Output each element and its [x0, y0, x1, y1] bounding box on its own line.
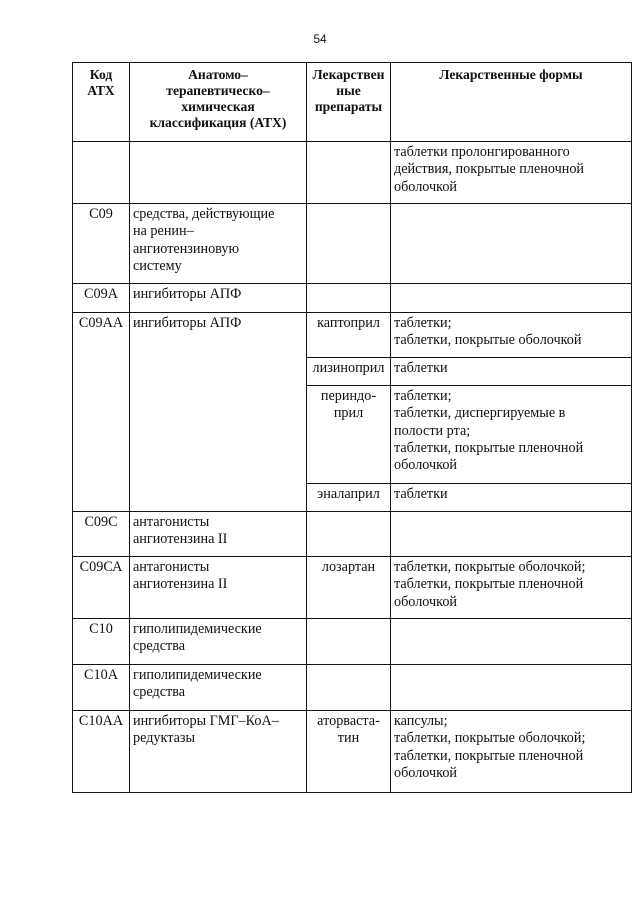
classification-cell: ингибиторы АПФ [130, 284, 307, 313]
drug-cell [307, 284, 391, 313]
drug-cell [307, 142, 391, 204]
forms-cell: таблетки; таблетки, покрытые оболочкой [391, 313, 632, 358]
classification-cell: ингибиторы ГМГ–КоА– редуктазы [130, 711, 307, 793]
table-row [73, 711, 632, 793]
table-row [73, 313, 632, 358]
classification-cell: гиполипидемические средства [130, 665, 307, 711]
forms-cell [391, 619, 632, 665]
table-row [73, 665, 632, 711]
forms-cell: капсулы; таблетки, покрытые оболочкой; таблетки, покрытые пленочной оболочкой [391, 711, 632, 793]
classification-cell: антагонисты ангиотензина II [130, 512, 307, 557]
forms-cell [391, 665, 632, 711]
forms-cell [391, 284, 632, 313]
code-cell: С10А [73, 665, 130, 711]
code-cell: С09СА [73, 557, 130, 619]
code-cell: С10 [73, 619, 130, 665]
drug-cell: каптоприл [307, 313, 391, 358]
classification-cell: средства, действующие на ренин– ангиотензиновую систему [130, 204, 307, 284]
drug-cell [307, 204, 391, 284]
code-cell [73, 142, 130, 204]
drug-cell [307, 665, 391, 711]
code-cell: С10АА [73, 711, 130, 793]
header-code: Код АТХ [73, 63, 130, 142]
atx-drug-table [72, 62, 632, 793]
forms-cell [391, 204, 632, 284]
classification-cell [130, 142, 307, 204]
header-classification: Анатомо– терапевтическо– химическая классификация (АТХ) [130, 63, 307, 142]
forms-cell: таблетки, покрытые оболочкой; таблетки, покрытые пленочной оболочкой [391, 557, 632, 619]
drug-cell: лозартан [307, 557, 391, 619]
drug-cell: аторваста- тин [307, 711, 391, 793]
classification-cell: ингибиторы АПФ [130, 313, 307, 512]
header-forms: Лекарственные формы [391, 63, 632, 142]
table-row [73, 619, 632, 665]
table-row [73, 284, 632, 313]
code-cell: С09А [73, 284, 130, 313]
table-row [73, 142, 632, 204]
table-row [73, 557, 632, 619]
classification-cell: гиполипидемические средства [130, 619, 307, 665]
forms-cell: таблетки [391, 484, 632, 512]
table-header-row [73, 63, 632, 142]
code-cell: С09С [73, 512, 130, 557]
forms-cell [391, 512, 632, 557]
code-cell: С09 [73, 204, 130, 284]
drug-cell: эналаприл [307, 484, 391, 512]
table-row [73, 512, 632, 557]
classification-cell: антагонисты ангиотензина II [130, 557, 307, 619]
table-row [73, 204, 632, 284]
code-cell: С09АА [73, 313, 130, 512]
drug-cell: лизиноприл [307, 358, 391, 386]
page-number: 54 [313, 32, 327, 46]
forms-cell: таблетки пролонгированного действия, покрытые пленочной оболочкой [391, 142, 632, 204]
header-drugs: Лекарствен ные препараты [307, 63, 391, 142]
drug-cell [307, 512, 391, 557]
drug-cell: периндо- прил [307, 386, 391, 484]
forms-cell: таблетки; таблетки, диспергируемые в полости рта; таблетки, покрытые пленочной оболочкой [391, 386, 632, 484]
forms-cell: таблетки [391, 358, 632, 386]
drug-cell [307, 619, 391, 665]
